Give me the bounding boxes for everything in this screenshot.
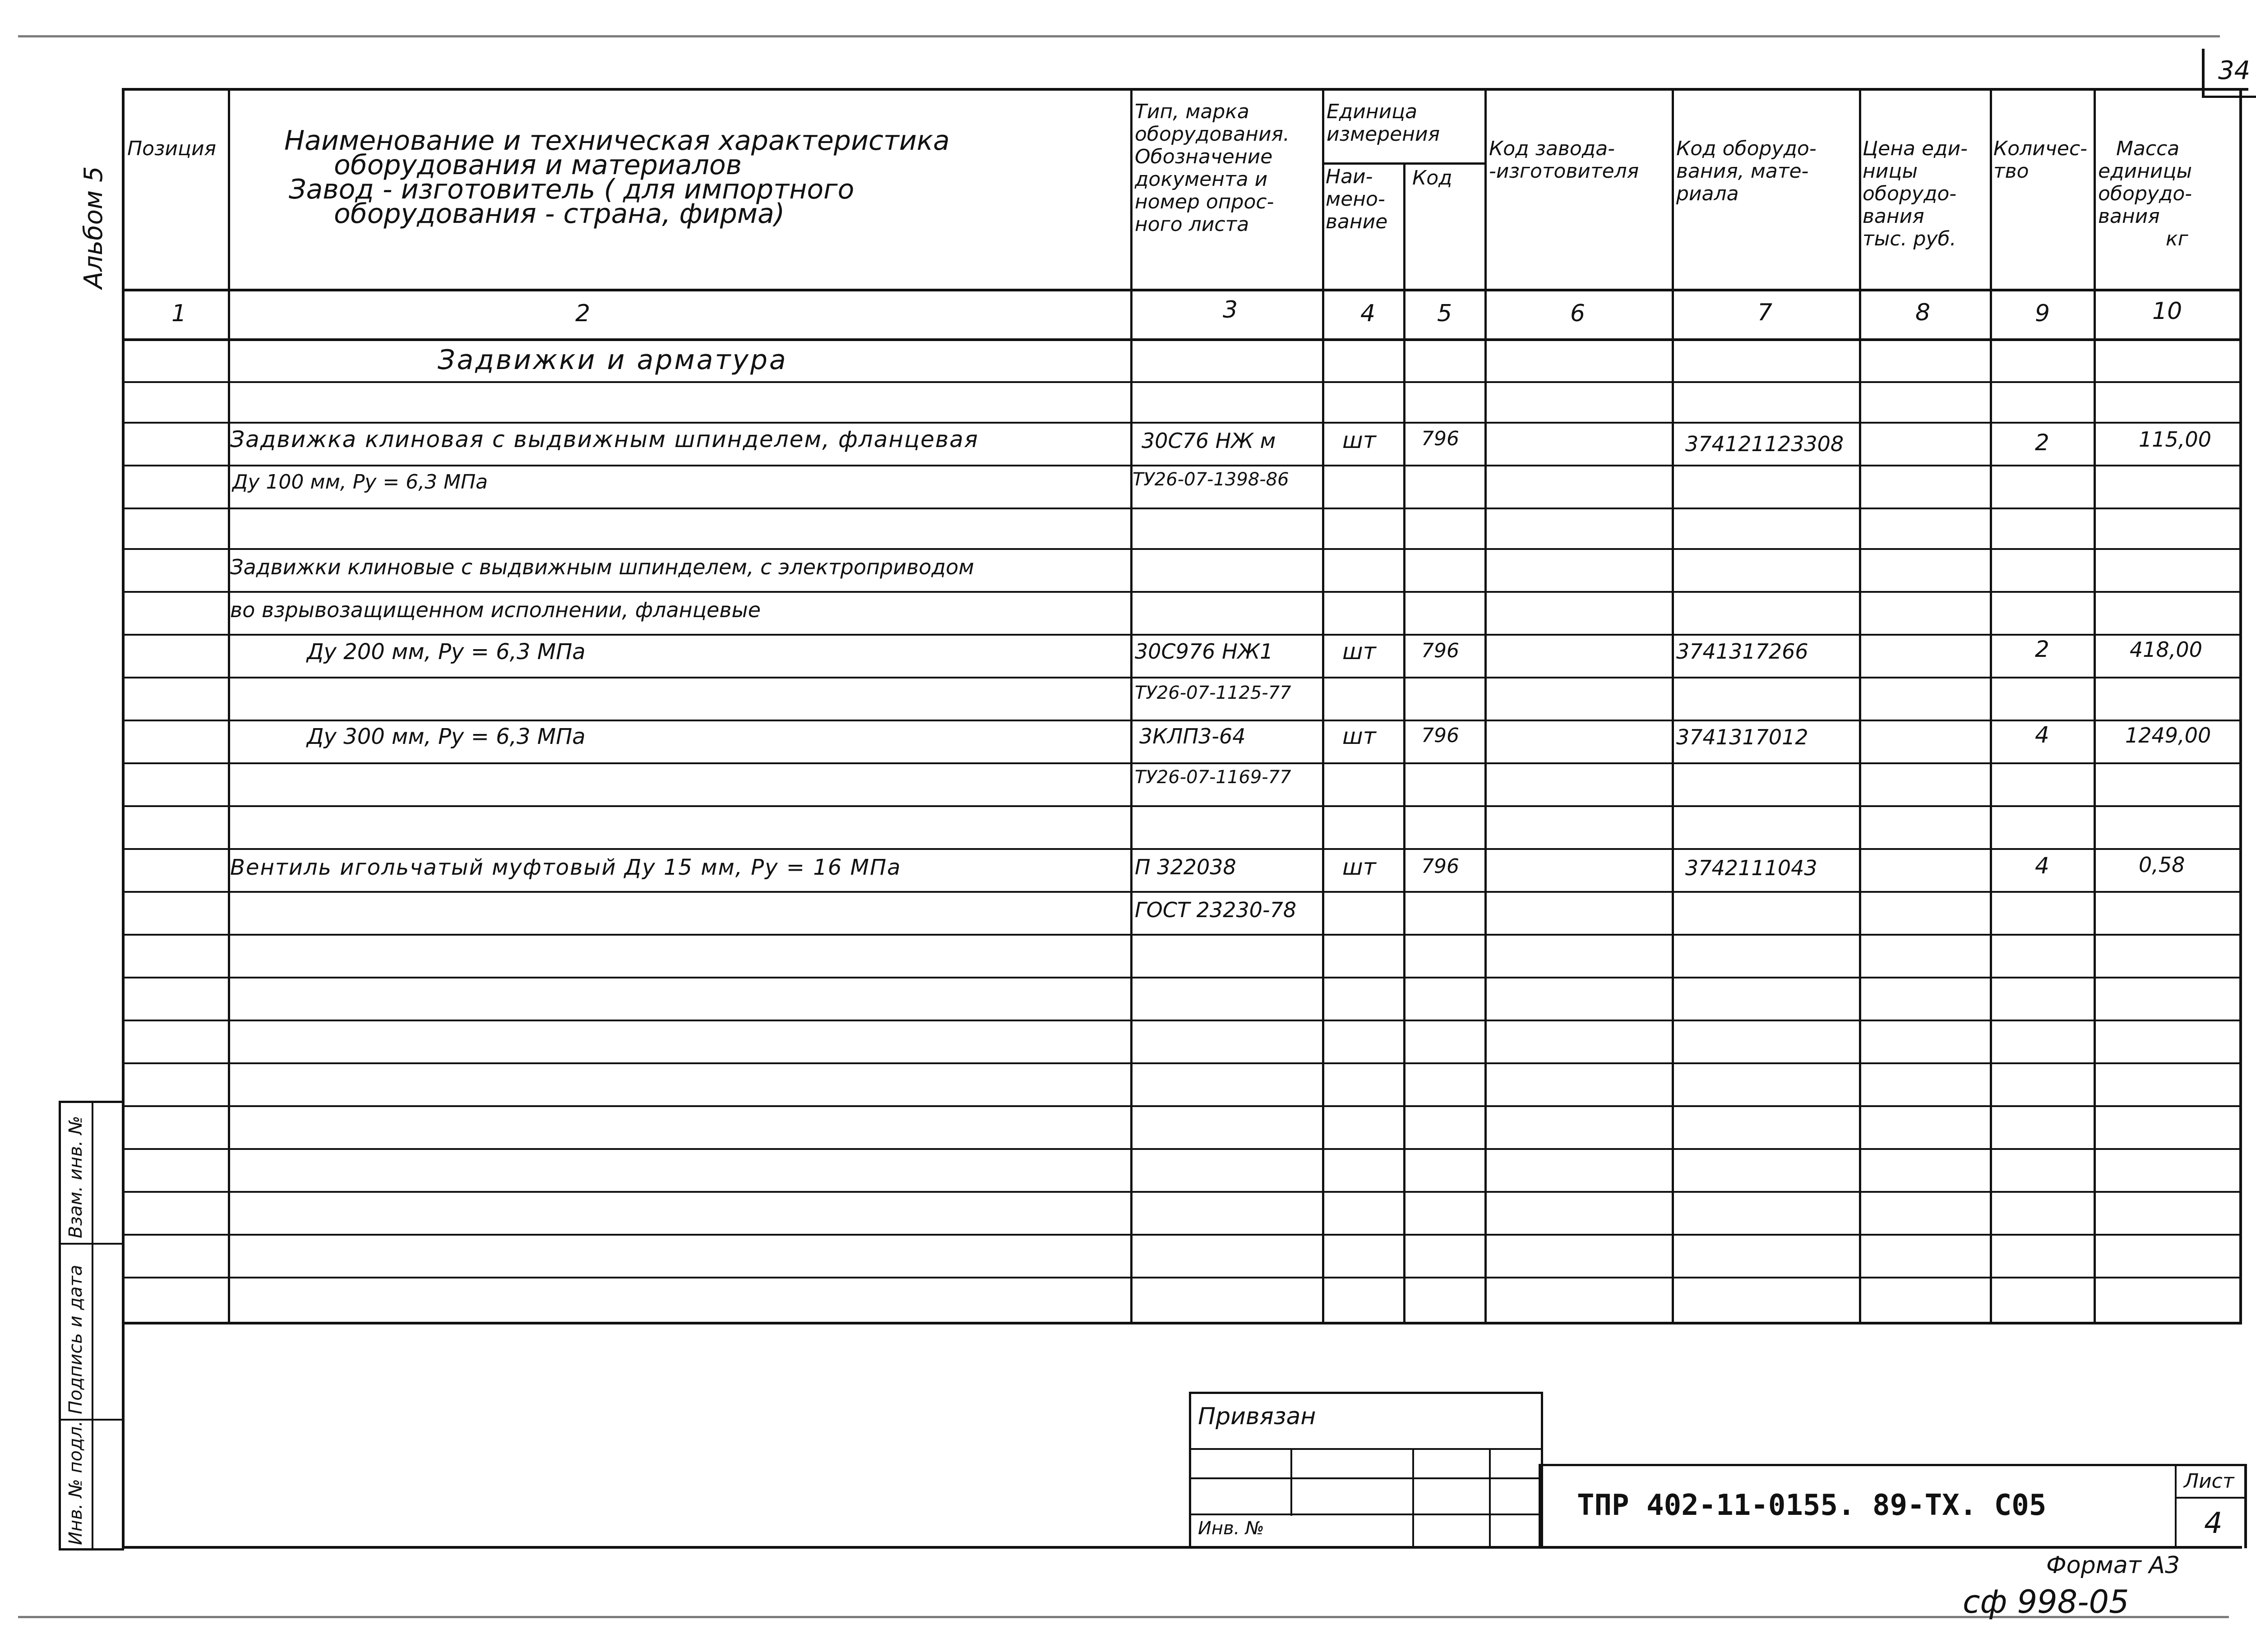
side-stamp-replacement: Взам. инв. № — [65, 1116, 86, 1238]
header-price-line: ницы — [1863, 160, 1918, 183]
header-unit-name — [1326, 166, 1387, 233]
header-quantity — [1993, 138, 2087, 183]
col-line — [1130, 88, 1133, 1324]
row-line — [122, 677, 2242, 678]
row-mass: 1249,00 — [2125, 723, 2211, 748]
album-label: Альбом 5 — [79, 166, 108, 289]
table-bottom-line — [122, 1322, 2242, 1324]
row-mass: 0,58 — [2139, 853, 2185, 877]
col-number: 10 — [2152, 298, 2182, 325]
row-quantity: 4 — [2035, 722, 2049, 748]
col-number: 5 — [1437, 300, 1452, 327]
header-price — [1863, 138, 1968, 250]
header-mass-line: оборудо- — [2098, 182, 2192, 205]
header-type-line: Тип, марка — [1135, 100, 1249, 123]
row-line — [122, 1020, 2242, 1021]
header-unit-name-line: Наи- — [1326, 165, 1373, 188]
header-code-line: риала — [1676, 182, 1739, 205]
header-mass-line: единицы — [2098, 160, 2192, 183]
header-unit-name-line: мено- — [1326, 188, 1385, 211]
row-line — [122, 634, 2242, 636]
stamp-privyazan-label: Привязан — [1198, 1403, 1316, 1430]
stamp-line — [1412, 1448, 1414, 1548]
section-title: Задвижки и арматура — [438, 344, 788, 376]
row-line — [122, 381, 2242, 383]
header-factory-line: Код завода- — [1489, 137, 1615, 160]
row-mass: 115,00 — [2139, 427, 2211, 452]
header-mass-line: Масса — [2116, 137, 2180, 160]
row-unit: шт — [1342, 854, 1376, 880]
header-type-line: Обозначение — [1135, 145, 1273, 168]
header-price-line: оборудо- — [1863, 182, 1957, 205]
row-equipment-code: 374121123308 — [1685, 432, 1844, 456]
header-price-line: тыс. руб. — [1863, 227, 1956, 250]
row-line — [122, 762, 2242, 764]
header-type — [1135, 101, 1290, 236]
row-unit: шт — [1342, 427, 1376, 453]
format-label: Формат А3 — [2046, 1552, 2180, 1579]
side-stamp-divider — [92, 1103, 93, 1548]
header-type-line: ного листа — [1135, 213, 1249, 236]
row-quantity: 4 — [2035, 853, 2049, 879]
header-mass-line: кг — [2166, 227, 2188, 250]
row-line — [122, 720, 2242, 721]
row-unit: шт — [1342, 638, 1376, 664]
col-number: 8 — [1915, 299, 1931, 326]
row-type: ГОСТ 23230-78 — [1135, 898, 1297, 922]
row-type: 30С976 НЖ1 — [1135, 639, 1273, 664]
col-number: 7 — [1757, 299, 1773, 326]
col-number: 9 — [2035, 300, 2050, 327]
row-type: П 322038 — [1135, 855, 1236, 879]
col-line — [1322, 88, 1324, 1324]
row-line — [122, 934, 2242, 936]
header-mass-line: вания — [2098, 205, 2160, 228]
bottom-scan-line — [18, 1616, 2229, 1618]
doc-code: ТПР 402-11-0155. 89-ТХ. С05 — [1577, 1489, 2047, 1522]
header-equipment-code — [1676, 138, 1817, 205]
row-mass: 418,00 — [2130, 637, 2202, 662]
spec-table — [122, 88, 2242, 1324]
top-scan-line — [18, 35, 2220, 37]
header-code-line: вания, мате- — [1676, 160, 1809, 183]
side-stamp-divider — [61, 1243, 124, 1245]
row-name: Ду 200 мм, Ру = 6,3 МПа — [307, 639, 586, 664]
header-name-line: Завод - изготовитель ( для импортного — [289, 174, 855, 205]
side-stamp-inv: Инв. № подл. — [65, 1421, 86, 1545]
col-line — [1484, 88, 1487, 1324]
side-stamp-signature: Подпись и дата — [65, 1264, 86, 1414]
row-line — [122, 422, 2242, 424]
header-unit-code: Код — [1412, 166, 1452, 189]
col-line — [2094, 88, 2096, 1324]
col-line — [1990, 88, 1992, 1324]
col-line — [1859, 88, 1861, 1324]
header-factory-line: -изготовителя — [1489, 160, 1639, 183]
row-type: ТУ26-07-1398-86 — [1133, 469, 1289, 490]
row-line — [122, 1062, 2242, 1064]
row-type: ТУ26-07-1169-77 — [1135, 767, 1291, 788]
row-line — [122, 508, 2242, 509]
header-name-line: Наименование и техническая характеристика — [284, 125, 950, 157]
handwritten-note: сф 998-05 — [1963, 1583, 2129, 1620]
row-unit-code: 796 — [1421, 639, 1459, 662]
header-position: Позиция — [127, 137, 217, 160]
row-unit-code: 796 — [1421, 427, 1459, 450]
row-line — [122, 1191, 2242, 1193]
stamp-line — [1191, 1477, 1541, 1479]
row-name: Задвижки клиновые с выдвижным шпинделем, с электроприводом — [230, 555, 974, 579]
row-unit: шт — [1342, 723, 1376, 749]
row-equipment-code: 3741317266 — [1676, 639, 1808, 664]
row-line — [122, 1105, 2242, 1107]
row-name: Задвижка клиновая с выдвижным шпинделем, фланцевая — [230, 426, 979, 452]
col-number: 2 — [575, 300, 591, 327]
row-quantity: 2 — [2035, 636, 2049, 662]
stamp-inv-label: Инв. № — [1198, 1518, 1264, 1539]
row-unit-code: 796 — [1421, 855, 1459, 878]
row-line — [122, 1277, 2242, 1278]
header-type-line: оборудования. — [1135, 123, 1290, 146]
row-name: Вентиль игольчатый муфтовый Ду 15 мм, Ру = 16 МПа — [230, 855, 901, 880]
row-name: во взрывозащищенном исполнении, фланцевые — [230, 598, 761, 622]
side-stamp — [59, 1101, 124, 1550]
stamp-privyazan — [1189, 1392, 1543, 1548]
sheet-label: Лист — [2184, 1470, 2234, 1493]
header-name — [284, 125, 1123, 230]
row-line — [122, 591, 2242, 593]
stamp-line — [1191, 1448, 1541, 1450]
row-unit-code: 796 — [1421, 724, 1459, 747]
stamp-line — [1290, 1448, 1292, 1516]
header-unit — [1327, 101, 1440, 146]
row-line — [122, 891, 2242, 893]
header-bottom-line — [122, 289, 2242, 291]
stamp-doc — [1539, 1464, 2247, 1548]
row-line — [122, 1234, 2242, 1236]
header-price-line: Цена еди- — [1863, 137, 1968, 160]
row-line — [122, 977, 2242, 978]
header-factory-code — [1489, 138, 1639, 183]
sheet-number: 4 — [2204, 1507, 2223, 1540]
row-line — [122, 1148, 2242, 1150]
colnum-bottom-line — [122, 338, 2242, 341]
header-type-line: документа и — [1135, 168, 1268, 191]
row-line — [122, 805, 2242, 807]
header-name-line: оборудования - страна, фирма) — [334, 198, 785, 230]
row-name: Ду 300 мм, Ру = 6,3 МПа — [307, 724, 586, 749]
header-unit-line: измерения — [1327, 123, 1440, 146]
stamp-line — [2175, 1497, 2244, 1499]
row-quantity: 2 — [2035, 429, 2049, 456]
unit-subheader-line — [1322, 162, 1484, 165]
row-line — [122, 848, 2242, 850]
header-code-line: Код оборудо- — [1676, 137, 1817, 160]
row-equipment-code: 3741317012 — [1676, 725, 1808, 749]
col-number: 6 — [1570, 300, 1586, 327]
stamp-line — [1191, 1514, 1541, 1515]
col-number: 4 — [1360, 300, 1376, 327]
col-number: 3 — [1223, 296, 1238, 323]
col-number: 1 — [171, 300, 187, 327]
row-type: 30С76 НЖ м — [1142, 429, 1276, 453]
row-line — [122, 548, 2242, 550]
header-name-line: оборудования и материалов — [334, 149, 742, 181]
header-unit-name-line: вание — [1326, 210, 1388, 233]
col-line — [1672, 88, 1674, 1324]
stamp-line — [1489, 1448, 1491, 1548]
row-type: 3КЛП3-64 — [1139, 724, 1246, 748]
stamp-line — [2175, 1466, 2177, 1548]
header-unit-line: Единица — [1327, 100, 1418, 123]
row-equipment-code: 3742111043 — [1685, 856, 1817, 880]
header-price-line: вания — [1863, 205, 1924, 228]
header-type-line: номер опрос- — [1135, 190, 1274, 213]
row-name: Ду 100 мм, Ру = 6,3 МПа — [232, 471, 488, 494]
header-qty-line: Количес- — [1993, 137, 2088, 160]
row-type: ТУ26-07-1125-77 — [1135, 683, 1291, 703]
row-line — [122, 465, 2242, 466]
header-mass — [2098, 138, 2192, 250]
page-number: 34 — [2218, 56, 2251, 85]
col-line — [228, 88, 230, 1324]
header-qty-line: тво — [1993, 160, 2029, 183]
